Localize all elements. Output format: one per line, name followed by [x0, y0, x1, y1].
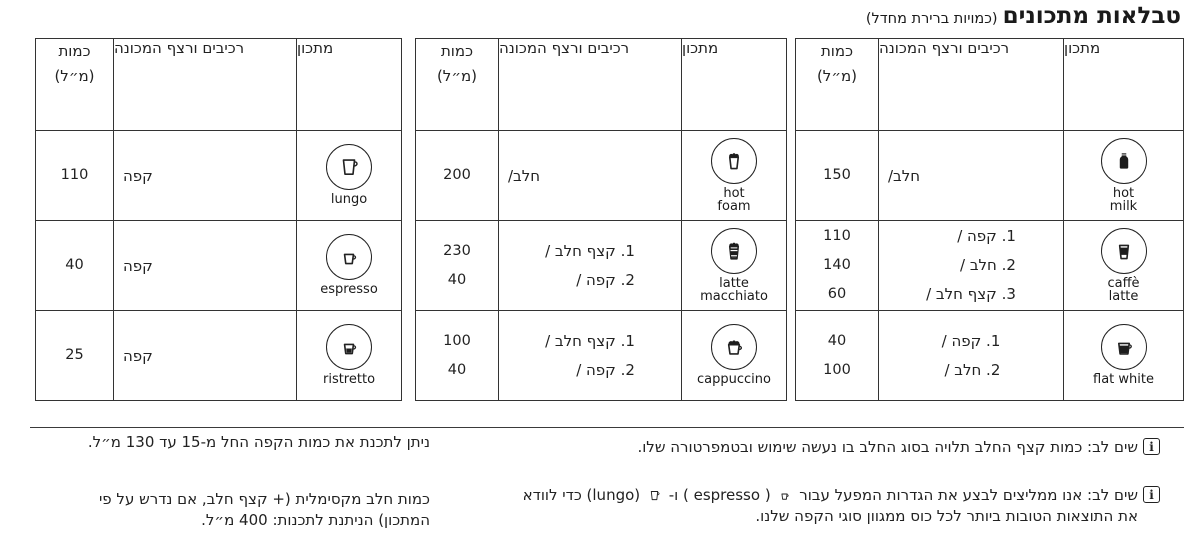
recipe-label-line: caffè	[1107, 275, 1140, 291]
latte-macchiato-icon	[711, 228, 757, 274]
info-icon: i	[1143, 438, 1160, 455]
header-quantity	[36, 39, 114, 131]
quantity-value: 100	[823, 361, 851, 378]
ingredient-line: קפה	[123, 166, 153, 185]
page-title-sub: (כמויות ברירת מחדל)	[865, 11, 998, 27]
quantity-value: 60	[827, 286, 847, 302]
header-quantity-line1: כמות	[820, 42, 854, 60]
recipe-label-line: ristretto	[322, 372, 376, 388]
quantity-cell	[416, 131, 499, 221]
recipe-icon-wrap	[1064, 138, 1183, 214]
ingredients-list-block	[545, 237, 635, 295]
header-quantity-line2: (מ״ל)	[436, 67, 478, 85]
recipe-icon-wrap	[297, 324, 401, 387]
recipe-icon-wrap	[682, 138, 786, 214]
recipe-table-right	[795, 38, 1184, 401]
quantity-value: 230	[443, 242, 471, 259]
quantity-value: 140	[823, 257, 851, 273]
recipe-cell	[297, 221, 402, 311]
recipe-cell	[682, 131, 787, 221]
quantity-value: 100	[443, 332, 471, 349]
header-quantity-line1: כמות	[58, 42, 91, 60]
ingredient-line: 2. קפה /	[576, 360, 635, 379]
ingredient-line: חלב/	[888, 166, 921, 185]
recipe-label-line: espresso	[320, 282, 378, 298]
cappuccino-icon	[711, 324, 757, 370]
recipe-cell	[1064, 131, 1184, 221]
lungo-cup-icon	[326, 144, 372, 190]
ingredients-cell	[114, 311, 297, 401]
quantity-value: 40	[447, 361, 467, 378]
recipe-icon-wrap	[1064, 228, 1183, 304]
quantity-value: 40	[447, 271, 467, 288]
page-title-main: טבלאות מתכונים	[1002, 3, 1181, 29]
note-text-part1: שים לב: אנו ממליצים לבצע את הגדרות המפעל עבור	[799, 486, 1138, 504]
notes-right-block	[515, 437, 1160, 527]
info-icon: i	[1143, 486, 1160, 503]
ingredient-line: 1. קצף חלב /	[545, 241, 635, 260]
header-quantity-line2: (מ״ל)	[54, 67, 95, 85]
quantity-value: 110	[60, 167, 89, 183]
recipe-label-line: hot	[723, 185, 745, 201]
table-row	[36, 131, 402, 221]
table-row	[796, 311, 1184, 401]
ingredients-list	[879, 222, 1063, 309]
note-factory-settings-text	[523, 485, 1138, 527]
ingredients-list-block	[926, 222, 1016, 309]
recipe-icon-wrap	[297, 144, 401, 207]
table-row	[36, 221, 402, 311]
header-ingredients: רכיבים ורצף המכונה	[114, 39, 297, 131]
espresso-cup-icon	[777, 488, 792, 503]
hot-foam-icon	[711, 138, 757, 184]
recipe-cell	[682, 311, 787, 401]
header-quantity-line2: (מ״ל)	[816, 67, 858, 85]
ingredients-cell	[499, 311, 682, 401]
caffe-latte-icon	[1101, 228, 1147, 274]
note-milk-volume: כמות חלב מקסימלית (+ קצף חלב, אם נדרש על פי המתכון) הניתנת לתכנות: 400 מ״ל.	[98, 490, 430, 529]
recipe-cell	[1064, 311, 1184, 401]
ingredients-list	[499, 327, 681, 385]
quantity-cell	[36, 221, 114, 311]
ingredient-line: 1. קפה /	[941, 331, 1001, 350]
quantity-value: 200	[443, 167, 471, 183]
lungo-cup-icon	[647, 488, 662, 503]
ingredients-list	[879, 327, 1063, 385]
recipe-label	[320, 283, 378, 297]
recipe-label-line: flat white	[1093, 372, 1154, 388]
quantity-cell	[36, 131, 114, 221]
quantity-cell	[416, 311, 499, 401]
ingredient-line: 2. חלב /	[960, 256, 1016, 274]
ristretto-cup-icon	[326, 324, 372, 370]
ingredients-cell	[499, 131, 682, 221]
recipe-label	[1110, 187, 1137, 214]
recipe-label-line: lungo	[330, 192, 368, 208]
recipe-label-line: milk	[1109, 199, 1138, 214]
note-factory-settings-line1	[523, 485, 1138, 506]
recipe-label	[700, 277, 768, 304]
note-milk-froth	[515, 437, 1160, 458]
espresso-cup-icon	[326, 234, 372, 280]
quantity-cell	[796, 221, 879, 311]
recipe-table-middle	[415, 38, 787, 401]
ingredients-cell	[114, 131, 297, 221]
header-ingredients: רכיבים ורצף המכונה	[879, 39, 1064, 131]
ingredient-line: 2. חלב /	[944, 360, 1001, 379]
quantity-cell	[796, 131, 879, 221]
header-quantity	[416, 39, 499, 131]
recipe-cell	[682, 221, 787, 311]
ingredients-cell	[114, 221, 297, 311]
quantity-cell	[416, 221, 499, 311]
ingredient-line: 1. קפה /	[957, 227, 1016, 245]
recipe-icon-wrap	[682, 228, 786, 304]
quantity-cell	[796, 311, 879, 401]
page-title	[866, 3, 1181, 29]
quantity-value: 40	[827, 332, 847, 349]
ingredient-line: 2. קפה /	[576, 270, 635, 289]
recipe-label-line: latte	[719, 275, 749, 291]
recipe-label	[1107, 277, 1139, 304]
header-recipe: מתכון	[682, 39, 787, 131]
recipe-label	[331, 193, 367, 207]
hot-milk-icon	[1101, 138, 1147, 184]
recipe-label-line: cappuccino	[697, 372, 771, 388]
section-divider	[30, 427, 1184, 428]
recipe-label-line: macchiato	[700, 289, 768, 304]
quantity-value: 40	[65, 257, 84, 273]
recipe-label-line: hot	[1112, 185, 1135, 201]
header-quantity-line1: כמות	[440, 42, 474, 60]
header-ingredients: רכיבים ורצף המכונה	[499, 39, 682, 131]
header-quantity	[796, 39, 879, 131]
note-factory-settings-line2: את התוצאות הטובות ביותר לכל כוס ממגוון סוגי הקפה שלנו.	[755, 507, 1138, 525]
recipe-cell	[297, 131, 402, 221]
table-row	[416, 221, 787, 311]
ingredients-cell	[879, 311, 1064, 401]
quantity-value: 150	[823, 167, 851, 183]
quantity-value: 25	[65, 347, 84, 363]
recipe-icon-wrap	[297, 234, 401, 297]
note-text-part2: ( espresso ) ו-	[668, 486, 771, 504]
table-row	[416, 131, 787, 221]
recipe-cell	[1064, 221, 1184, 311]
table-row	[36, 311, 402, 401]
recipe-icon-wrap	[682, 324, 786, 387]
ingredients-list	[499, 237, 681, 295]
recipe-label	[1093, 373, 1154, 387]
quantity-value: 110	[823, 228, 851, 244]
ingredient-line: 3. קצף חלב /	[926, 285, 1016, 303]
ingredient-line: 1. קצף חלב /	[545, 331, 635, 350]
recipe-cell	[297, 311, 402, 401]
ingredients-list-block	[942, 327, 1001, 385]
flat-white-icon	[1101, 324, 1147, 370]
recipe-label	[717, 187, 750, 214]
quantity-cell	[36, 311, 114, 401]
header-recipe: מתכון	[297, 39, 402, 131]
recipe-table-left	[35, 38, 402, 401]
recipe-label-line: foam	[717, 199, 751, 214]
ingredients-list-block	[545, 327, 635, 385]
ingredient-line: קפה	[123, 346, 153, 365]
note-coffee-volume: ניתן לתכנת את כמות הקפה החל מ-15 עד 130 מ״ל.	[87, 433, 430, 451]
recipe-label	[697, 373, 771, 387]
ingredient-line: קפה	[123, 256, 153, 275]
note-milk-froth-text: שים לב: כמות קצף החלב תלויה בסוג החלב בו נעשה שימוש ובטמפרטורה שלו.	[637, 438, 1138, 456]
table-row	[416, 311, 787, 401]
ingredients-cell	[879, 221, 1064, 311]
recipe-icon-wrap	[1064, 324, 1183, 387]
header-recipe: מתכון	[1064, 39, 1184, 131]
note-text-part3: (lungo) כדי לוודא	[522, 486, 641, 504]
note-factory-settings	[515, 485, 1160, 527]
ingredient-line: חלב/	[508, 166, 541, 185]
recipe-label	[323, 373, 375, 387]
ingredients-cell	[879, 131, 1064, 221]
table-row	[796, 221, 1184, 311]
recipe-label-line: latte	[1108, 289, 1139, 304]
table-row	[796, 131, 1184, 221]
ingredients-cell	[499, 221, 682, 311]
